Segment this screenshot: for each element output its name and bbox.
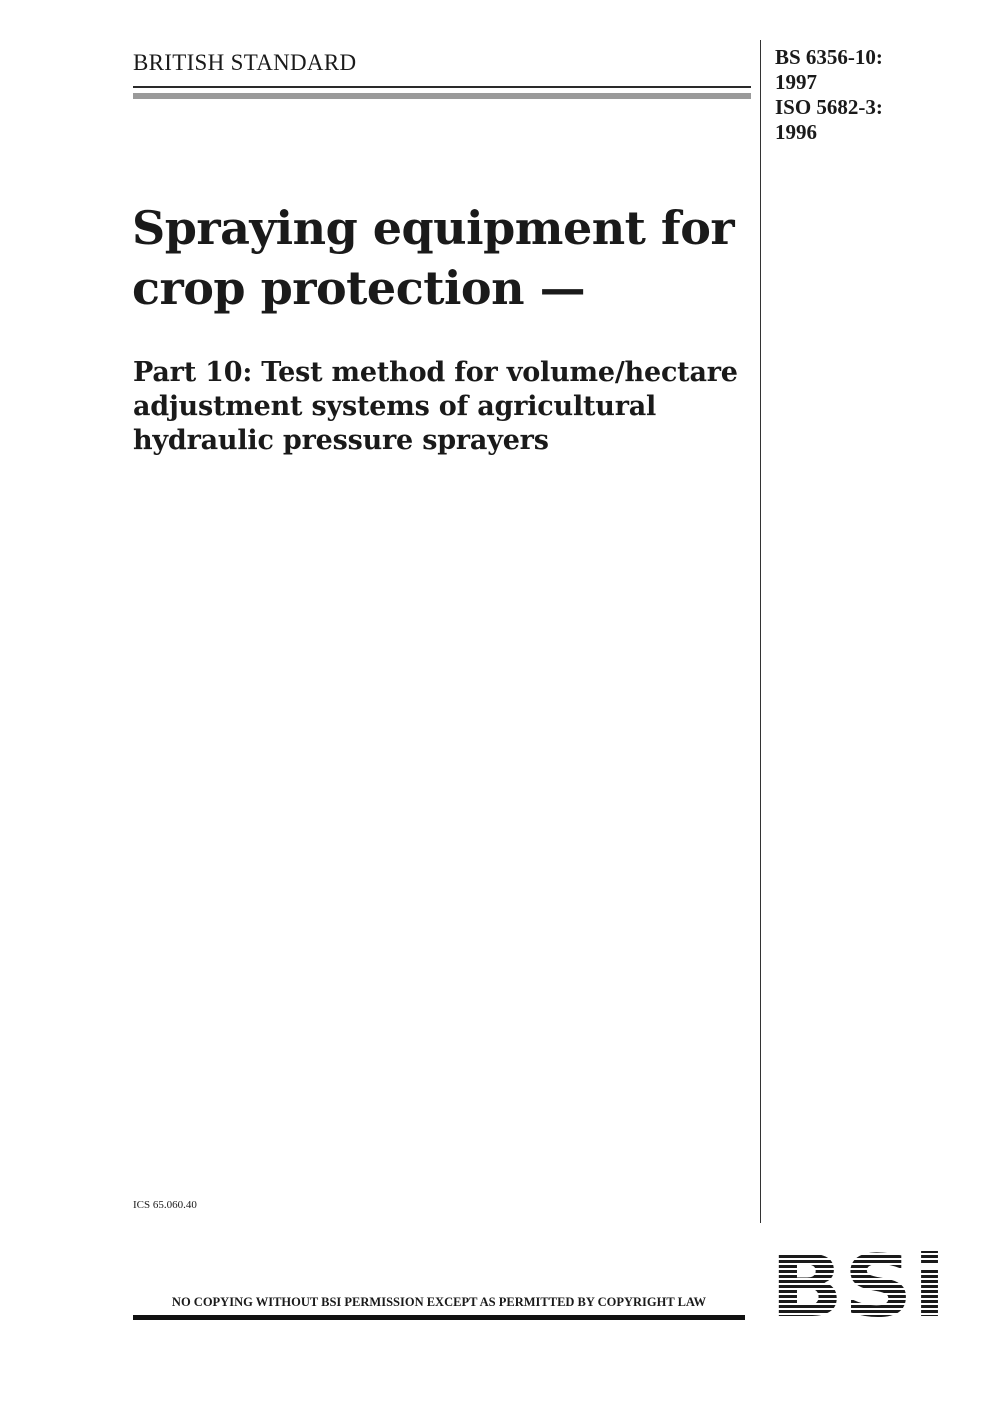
- subtitle-line-3: hydraulic pressure sprayers: [133, 425, 549, 456]
- iso-year: 1996: [775, 120, 817, 144]
- bs-number: BS 6356-10:: [775, 45, 883, 69]
- document-type-label: BRITISH STANDARD: [133, 50, 357, 75]
- ics-code: ICS 65.060.40: [133, 1199, 197, 1211]
- document-subtitle: [133, 356, 738, 458]
- standard-numbers: [775, 45, 883, 145]
- subtitle-line-2: adjustment systems of agricultural: [133, 391, 657, 422]
- bs-year: 1997: [775, 70, 817, 94]
- subtitle-line-1: Part 10: Test method for volume/hectare: [133, 357, 738, 388]
- iso-number: ISO 5682-3:: [775, 95, 883, 119]
- document-title: [132, 198, 734, 318]
- bsi-logo: [770, 1245, 946, 1321]
- title-line-1: Spraying equipment for: [132, 201, 735, 255]
- column-divider: [760, 40, 761, 1223]
- footer-rule: [133, 1315, 745, 1320]
- header-rule-thick: [133, 93, 751, 99]
- bsi-logo-icon: [770, 1245, 946, 1321]
- header-rule-thin: [133, 86, 751, 88]
- copyright-notice: NO COPYING WITHOUT BSI PERMISSION EXCEPT AS PERMITTED BY COPYRIGHT LAW: [171, 1295, 707, 1309]
- title-line-2: crop protection —: [132, 261, 586, 315]
